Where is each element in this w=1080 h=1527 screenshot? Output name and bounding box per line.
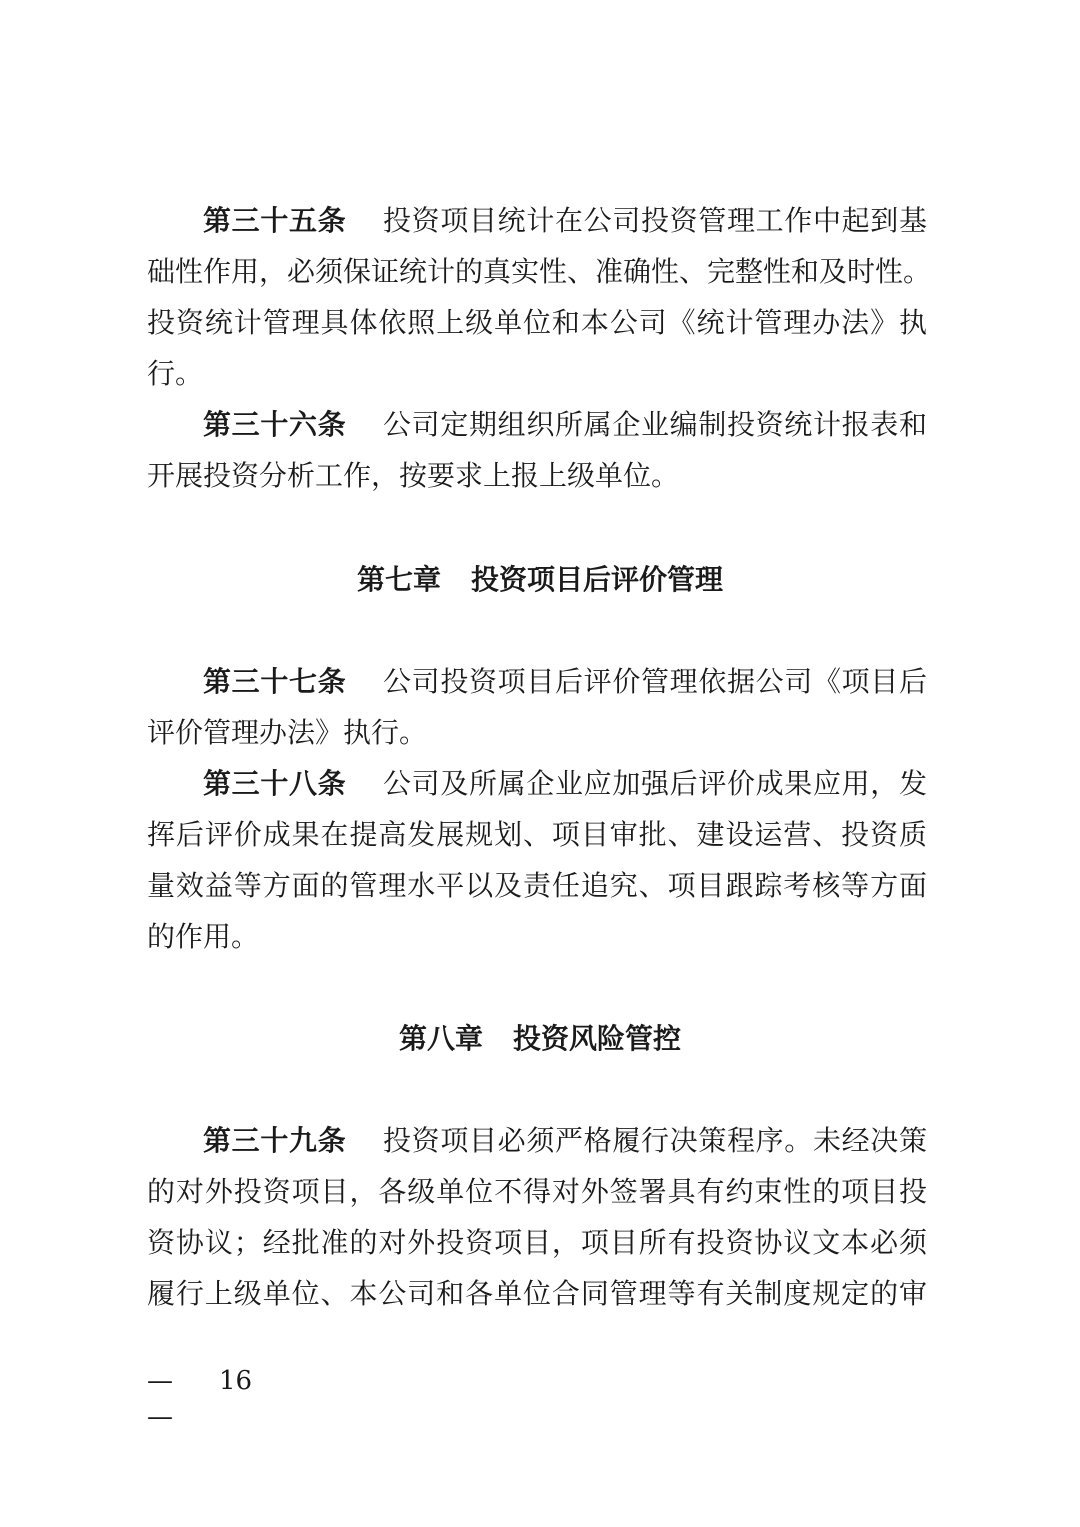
article-39-line-2: 的对外投资项目，各级单位不得对外签署具有约束性的项目投 [147, 1175, 927, 1208]
article-37-label: 第三十七条 [203, 665, 347, 698]
page-number: 16 [219, 1366, 253, 1396]
article-35-label: 第三十五条 [203, 204, 347, 237]
footer-dash-top: — [147, 1366, 173, 1396]
article-39-label: 第三十九条 [203, 1124, 347, 1157]
article-35-line-1 [203, 201, 927, 241]
article-35-line-3: 投资统计管理具体依照上级单位和本公司《统计管理办法》执 [147, 306, 927, 339]
article-35-text: 投资项目统计在公司投资管理工作中起到基 [382, 204, 927, 237]
article-37-text: 公司投资项目后评价管理依据公司《项目后 [382, 665, 927, 698]
article-38-line-3: 量效益等方面的管理水平以及责任追究、项目跟踪考核等方面 [147, 869, 927, 902]
chapter-7-title: 投资项目后评价管理 [471, 563, 724, 596]
chapter-8-title: 投资风险管控 [513, 1022, 682, 1055]
article-36-text: 公司定期组织所属企业编制投资统计报表和 [382, 408, 927, 441]
article-36-label: 第三十六条 [203, 408, 347, 441]
article-38-line-2: 挥后评价成果在提高发展规划、项目审批、建设运营、投资质 [147, 818, 927, 851]
article-35-line-2: 础性作用，必须保证统计的真实性、准确性、完整性和及时性。 [147, 255, 932, 288]
article-36-line-2: 开展投资分析工作，按要求上报上级单位。 [147, 459, 680, 492]
article-38-label: 第三十八条 [203, 767, 347, 800]
article-39-line-4: 履行上级单位、本公司和各单位合同管理等有关制度规定的审 [147, 1277, 927, 1310]
chapter-8-heading [0, 1019, 1080, 1059]
article-38-line-1 [203, 764, 927, 804]
article-35-line-4: 行。 [147, 357, 204, 390]
article-39-line-1 [203, 1121, 927, 1161]
chapter-7-heading [0, 560, 1080, 600]
article-36-line-1 [203, 405, 927, 445]
chapter-7-number: 第七章 [356, 563, 441, 596]
article-38-text: 公司及所属企业应加强后评价成果应用，发 [382, 767, 927, 800]
chapter-8-number: 第八章 [398, 1022, 483, 1055]
article-39-line-3: 资协议；经批准的对外投资项目，项目所有投资协议文本必须 [147, 1226, 927, 1259]
article-39-text: 投资项目必须严格履行决策程序。未经决策 [382, 1124, 927, 1157]
article-38-line-4: 的作用。 [147, 920, 260, 953]
article-37-line-2: 评价管理办法》执行。 [147, 716, 428, 749]
footer-dash-bottom: — [147, 1402, 173, 1432]
article-37-line-1 [203, 662, 927, 702]
